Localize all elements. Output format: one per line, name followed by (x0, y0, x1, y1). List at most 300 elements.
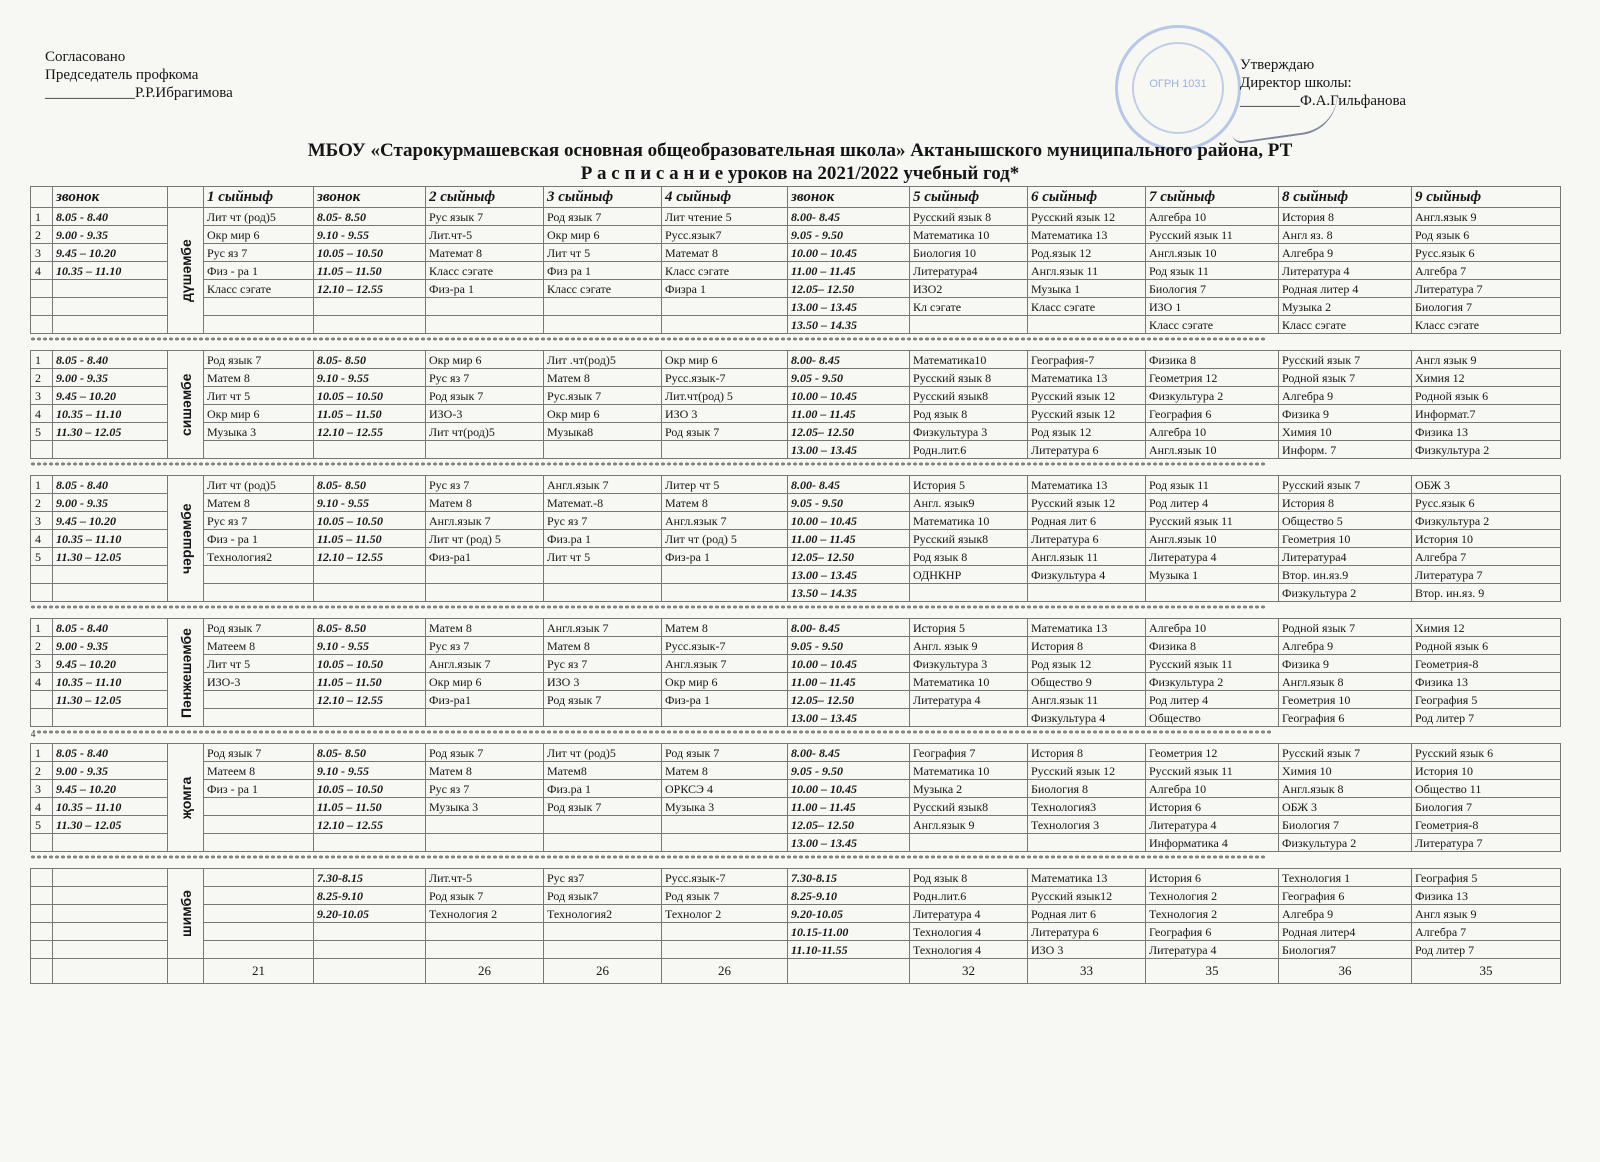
header-cell: 4 сыйныф (662, 187, 788, 208)
lesson-cell: Англ.язык 11 (1028, 691, 1146, 709)
separator-line: ************************************************************************************************************************************************************************************************************** (31, 334, 1561, 351)
lesson-cell: Математика 10 (910, 762, 1028, 780)
lesson-number: 4 (31, 673, 53, 691)
lesson-cell: География 6 (1146, 923, 1279, 941)
lesson-cell: Лит.чт-5 (426, 869, 544, 887)
table-row (31, 262, 1561, 280)
lesson-cell: Род язык 8 (910, 548, 1028, 566)
bell-time-1: 11.30 – 12.05 (53, 691, 168, 709)
lesson-cell: Род язык 7 (544, 691, 662, 709)
bell-time-cell: 10.00 – 10.45 (788, 387, 910, 405)
lesson-cell (204, 869, 314, 887)
lesson-cell: Алгебра 7 (1412, 262, 1561, 280)
bell-time-cell (314, 941, 426, 959)
lesson-cell: Технология2 (204, 548, 314, 566)
lesson-cell: Матем 8 (662, 762, 788, 780)
bell-time-cell: 11.00 – 11.45 (788, 673, 910, 691)
lesson-cell (544, 834, 662, 852)
table-row (31, 941, 1561, 959)
lesson-cell: Математика 13 (1028, 869, 1146, 887)
table-row (31, 280, 1561, 298)
header-cell: 2 сыйныф (426, 187, 544, 208)
lesson-cell (426, 566, 544, 584)
lesson-cell: Матем 8 (662, 619, 788, 637)
bell-time-cell: 9.10 - 9.55 (314, 762, 426, 780)
bell-time-1: 10.35 – 11.10 (53, 673, 168, 691)
header-cell (168, 187, 204, 208)
lesson-cell: Химия 10 (1279, 423, 1412, 441)
lesson-cell: Математика 13 (1028, 476, 1146, 494)
lesson-cell: Математика 13 (1028, 226, 1146, 244)
bell-time-1: 8.05 - 8.40 (53, 619, 168, 637)
bell-time-cell: 11.00 – 11.45 (788, 405, 910, 423)
table-row (31, 208, 1561, 226)
lesson-cell: Физкультура 2 (1146, 387, 1279, 405)
bell-time-cell: 8.05- 8.50 (314, 619, 426, 637)
lesson-number (31, 834, 53, 852)
lesson-cell: Русский язык 8 (910, 208, 1028, 226)
total-count: 32 (910, 959, 1028, 984)
lesson-cell: Кл сэгате (910, 298, 1028, 316)
table-row (31, 709, 1561, 727)
table-row (31, 762, 1561, 780)
lesson-cell: Рус яз 7 (426, 476, 544, 494)
lesson-cell: Лит чт (род) 5 (426, 530, 544, 548)
lesson-number: 5 (31, 816, 53, 834)
bell-time-1 (53, 905, 168, 923)
bell-time-cell: 11.10-11.55 (788, 941, 910, 959)
lesson-cell: Матеем 8 (204, 637, 314, 655)
lesson-cell: Математ 8 (426, 244, 544, 262)
lesson-cell: Литература 6 (1028, 923, 1146, 941)
bell-time-cell (314, 298, 426, 316)
lesson-cell: Лит чт (род)5 (544, 744, 662, 762)
lesson-cell (426, 584, 544, 602)
lesson-cell: Род язык 12 (1028, 655, 1146, 673)
bell-time-1: 11.30 – 12.05 (53, 423, 168, 441)
separator-line: ************************************************************************************************************************************************************************************************************** (31, 602, 1561, 619)
table-header-row (31, 187, 1561, 208)
total-count: 21 (204, 959, 314, 984)
lesson-cell: ИЗО-3 (426, 405, 544, 423)
table-row (31, 298, 1561, 316)
lesson-cell: Англ.язык 11 (1028, 548, 1146, 566)
lesson-cell: Англ.язык 9 (910, 816, 1028, 834)
lesson-cell: Музыка 1 (1028, 280, 1146, 298)
bell-time-1 (53, 869, 168, 887)
lesson-cell: Химия 12 (1412, 619, 1561, 637)
header-cell: 7 сыйныф (1146, 187, 1279, 208)
lesson-cell: Втор. ин.яз. 9 (1412, 584, 1561, 602)
lesson-cell (426, 816, 544, 834)
lesson-cell: География 7 (910, 744, 1028, 762)
lesson-cell: Русс.язык 6 (1412, 244, 1561, 262)
lesson-cell: Технология 2 (426, 905, 544, 923)
lesson-cell: Информатика 4 (1146, 834, 1279, 852)
total-count: 26 (544, 959, 662, 984)
lesson-cell (204, 298, 314, 316)
lesson-cell: Русский язык8 (910, 387, 1028, 405)
lesson-cell: Русский язык8 (910, 798, 1028, 816)
bell-time-cell (314, 923, 426, 941)
lesson-cell: Алгебра 10 (1146, 423, 1279, 441)
total-count: 26 (662, 959, 788, 984)
day-label: сишәмбе (168, 351, 204, 459)
lesson-cell: Рус яз 7 (204, 512, 314, 530)
lesson-cell: Геометрия 10 (1279, 691, 1412, 709)
lesson-cell: Биология7 (1279, 941, 1412, 959)
lesson-cell: Русский язык 12 (1028, 494, 1146, 512)
lesson-cell (662, 566, 788, 584)
lesson-cell: Род.язык 12 (1028, 244, 1146, 262)
lesson-cell: Матем 8 (426, 494, 544, 512)
lesson-cell (662, 709, 788, 727)
lesson-cell: Матеем 8 (204, 762, 314, 780)
bell-time-cell: 10.00 – 10.45 (788, 780, 910, 798)
lesson-number (31, 709, 53, 727)
lesson-cell (426, 709, 544, 727)
lesson-cell: Англ язык 9 (1412, 351, 1561, 369)
table-row (31, 905, 1561, 923)
lesson-cell: Род язык 11 (1146, 262, 1279, 280)
lesson-cell: Физ - ра 1 (204, 530, 314, 548)
lesson-cell: Окр мир 6 (204, 226, 314, 244)
lesson-cell: География 6 (1146, 405, 1279, 423)
lesson-cell: Физ-ра1 (426, 548, 544, 566)
bell-time-cell: 12.10 – 12.55 (314, 691, 426, 709)
bell-time-cell: 11.05 – 11.50 (314, 673, 426, 691)
total-count (788, 959, 910, 984)
lesson-cell: География 6 (1279, 887, 1412, 905)
lesson-cell: Род язык 8 (910, 405, 1028, 423)
lesson-cell: Англ.язык 8 (1279, 780, 1412, 798)
lesson-cell: ОРКСЭ 4 (662, 780, 788, 798)
lesson-cell: Рус яз 7 (426, 780, 544, 798)
lesson-cell: Род язык 8 (910, 869, 1028, 887)
lesson-number: 2 (31, 494, 53, 512)
lesson-cell: Физика 13 (1412, 887, 1561, 905)
lesson-cell: Окр мир 6 (426, 673, 544, 691)
bell-time-cell (314, 584, 426, 602)
bell-time-cell: 7.30-8.15 (314, 869, 426, 887)
lesson-cell: Геометрия-8 (1412, 655, 1561, 673)
lesson-number: 4 (31, 405, 53, 423)
lesson-cell (662, 316, 788, 334)
lesson-number (31, 441, 53, 459)
lesson-cell: История 5 (910, 619, 1028, 637)
lesson-cell: Физика 8 (1146, 637, 1279, 655)
lesson-number: 2 (31, 762, 53, 780)
lesson-cell: Втор. ин.яз.9 (1279, 566, 1412, 584)
bell-time-cell: 9.10 - 9.55 (314, 369, 426, 387)
lesson-cell: Окр мир 6 (426, 351, 544, 369)
separator-row (31, 852, 1561, 869)
lesson-cell: Литература 7 (1412, 280, 1561, 298)
lesson-number (31, 869, 53, 887)
day-label: җомга (168, 744, 204, 852)
lesson-cell: Биология 7 (1412, 798, 1561, 816)
lesson-cell (544, 941, 662, 959)
lesson-cell: Окр мир 6 (544, 226, 662, 244)
lesson-number: 4 (31, 262, 53, 280)
lesson-cell: Технология 2 (1146, 905, 1279, 923)
lesson-cell: Русский язык 7 (1279, 744, 1412, 762)
table-row (31, 244, 1561, 262)
lesson-cell: Англ.язык 10 (1146, 244, 1279, 262)
lesson-cell: Англ.язык 7 (426, 655, 544, 673)
bell-time-cell: 12.10 – 12.55 (314, 423, 426, 441)
header-cell: звонок (314, 187, 426, 208)
lesson-number: 1 (31, 208, 53, 226)
lesson-cell: Родная лит 6 (1028, 905, 1146, 923)
lesson-cell (1028, 584, 1146, 602)
lesson-cell: Геометрия-8 (1412, 816, 1561, 834)
lesson-cell: Русский язык 7 (1279, 476, 1412, 494)
page-subtitle: Р а с п и с а н и е уроков на 2021/2022 учебный год* (580, 163, 1020, 184)
lesson-cell: Общество (1146, 709, 1279, 727)
lesson-cell: Физ-ра 1 (662, 548, 788, 566)
lesson-cell (910, 584, 1028, 602)
lesson-cell: Лит чт 5 (544, 244, 662, 262)
lesson-cell (544, 816, 662, 834)
total-count: 33 (1028, 959, 1146, 984)
bell-time-cell: 12.05– 12.50 (788, 280, 910, 298)
bell-time-cell: 10.05 – 10.50 (314, 655, 426, 673)
day-label: Пәнжешәмбе (168, 619, 204, 727)
lesson-cell (544, 584, 662, 602)
lesson-cell (204, 834, 314, 852)
lesson-number (31, 298, 53, 316)
bell-time-cell: 13.50 – 14.35 (788, 584, 910, 602)
lesson-cell: Технология2 (544, 905, 662, 923)
bell-time-1 (53, 941, 168, 959)
separator-line: ************************************************************************************************************************************************************************************************************** (31, 852, 1561, 869)
lesson-cell: Матем 8 (544, 637, 662, 655)
lesson-cell: Информ. 7 (1279, 441, 1412, 459)
lesson-cell: Математика 13 (1028, 369, 1146, 387)
lesson-cell: Математика 13 (1028, 619, 1146, 637)
lesson-cell: Биология 8 (1028, 780, 1146, 798)
lesson-cell: Род литер 7 (1412, 709, 1561, 727)
lesson-number: 3 (31, 655, 53, 673)
table-row (31, 816, 1561, 834)
lesson-cell: ОБЖ 3 (1279, 798, 1412, 816)
lesson-cell: ИЗО 3 (662, 405, 788, 423)
bell-time-1 (53, 923, 168, 941)
bell-time-cell (314, 834, 426, 852)
lesson-cell: Лит.чт-5 (426, 226, 544, 244)
lesson-cell: Музыка 3 (662, 798, 788, 816)
lesson-cell: Род язык 7 (426, 387, 544, 405)
lesson-cell: Химия 10 (1279, 762, 1412, 780)
lesson-cell: Матем 8 (662, 494, 788, 512)
lesson-cell (544, 709, 662, 727)
lesson-cell: Русс.язык7 (662, 226, 788, 244)
lesson-number: 2 (31, 637, 53, 655)
lesson-cell: Физкультура 2 (1279, 834, 1412, 852)
lesson-cell: Общество 5 (1279, 512, 1412, 530)
lesson-cell: История 8 (1279, 494, 1412, 512)
lesson-cell: Род язык 11 (1146, 476, 1279, 494)
lesson-cell: ИЗО 3 (1028, 941, 1146, 959)
lesson-cell: Окр мир 6 (662, 673, 788, 691)
lesson-number (31, 923, 53, 941)
lesson-cell: Технология 3 (1028, 816, 1146, 834)
lesson-cell: Технология 1 (1279, 869, 1412, 887)
day-label: чәршәмбе (168, 476, 204, 602)
totals-row (31, 959, 1561, 984)
lesson-cell (204, 798, 314, 816)
page-title: МБОУ «Старокурмашевская основная общеобразовательная школа» Актанышского муниципального района, РТ (307, 140, 1293, 161)
approved-label: Утверждаю (1240, 57, 1315, 73)
lesson-cell: Рус яз 7 (544, 655, 662, 673)
lesson-cell (204, 923, 314, 941)
separator-row (31, 727, 1561, 744)
lesson-cell: Окр мир 6 (204, 405, 314, 423)
bell-time-cell: 9.05 - 9.50 (788, 762, 910, 780)
lesson-cell: Физ.ра 1 (544, 780, 662, 798)
table-row (31, 226, 1561, 244)
bell-time-1 (53, 441, 168, 459)
header-cell: 6 сыйныф (1028, 187, 1146, 208)
lesson-cell: Класс сэгате (426, 262, 544, 280)
lesson-cell: Лит чт (род) 5 (662, 530, 788, 548)
bell-time-cell: 11.00 – 11.45 (788, 530, 910, 548)
lesson-cell: Англ яз. 8 (1279, 226, 1412, 244)
lesson-number (31, 316, 53, 334)
separator-row (31, 459, 1561, 476)
bell-time-cell: 12.05– 12.50 (788, 548, 910, 566)
lesson-cell (204, 441, 314, 459)
table-row (31, 923, 1561, 941)
lesson-cell: Русский язык8 (910, 530, 1028, 548)
lesson-cell: Биология 7 (1412, 298, 1561, 316)
bell-time-cell: 10.00 – 10.45 (788, 512, 910, 530)
lesson-cell (662, 941, 788, 959)
lesson-cell: Лит.чт(род) 5 (662, 387, 788, 405)
lesson-cell: ИЗО 3 (544, 673, 662, 691)
lesson-number (31, 584, 53, 602)
header-cell: 3 сыйныф (544, 187, 662, 208)
director-signature-line: ________Ф.А.Гильфанова (1240, 93, 1407, 109)
lesson-cell: Математ 8 (662, 244, 788, 262)
bell-time-cell: 10.05 – 10.50 (314, 244, 426, 262)
lesson-cell: Класс сэгате (1412, 316, 1561, 334)
director-label: Директор школы: (1240, 75, 1352, 91)
table-row (31, 798, 1561, 816)
header-cell: звонок (53, 187, 168, 208)
lesson-cell (204, 941, 314, 959)
lesson-number: 2 (31, 369, 53, 387)
lesson-cell: Геометрия 12 (1146, 369, 1279, 387)
table-row (31, 619, 1561, 637)
lesson-cell: Рус язык 7 (426, 208, 544, 226)
lesson-cell: Класс сэгате (1279, 316, 1412, 334)
bell-time-cell: 9.10 - 9.55 (314, 494, 426, 512)
bell-time-cell: 10.05 – 10.50 (314, 512, 426, 530)
bell-time-1 (53, 709, 168, 727)
lesson-cell: История 6 (1146, 869, 1279, 887)
lesson-cell: Математ.-8 (544, 494, 662, 512)
lesson-cell: История 5 (910, 476, 1028, 494)
lesson-cell: Физкультура 2 (1146, 673, 1279, 691)
table-row (31, 780, 1561, 798)
lesson-number (31, 905, 53, 923)
school-stamp (1115, 25, 1241, 151)
lesson-cell: Русский язык 11 (1146, 226, 1279, 244)
lesson-cell: Матем 8 (204, 369, 314, 387)
union-chair-signature: ____________Р.Р.Ибрагимова (45, 85, 233, 101)
lesson-cell: Технолог 2 (662, 905, 788, 923)
bell-time-cell: 13.00 – 13.45 (788, 441, 910, 459)
table-row (31, 566, 1561, 584)
bell-time-cell: 9.10 - 9.55 (314, 226, 426, 244)
lesson-cell: Литература 4 (910, 905, 1028, 923)
bell-time-cell: 10.05 – 10.50 (314, 780, 426, 798)
lesson-cell (204, 816, 314, 834)
lesson-cell: Физ ра 1 (544, 262, 662, 280)
lesson-cell: Алгебра 10 (1146, 780, 1279, 798)
lesson-cell: География 6 (1279, 709, 1412, 727)
lesson-cell: Музыка 3 (204, 423, 314, 441)
lesson-cell: Литература 7 (1412, 834, 1561, 852)
lesson-cell (544, 298, 662, 316)
lesson-cell: Родн.лит.6 (910, 887, 1028, 905)
lesson-cell: ИЗО-3 (204, 673, 314, 691)
agreed-label: Согласовано (45, 49, 126, 65)
schedule-table (30, 186, 1561, 984)
bell-time-1: 8.05 - 8.40 (53, 208, 168, 226)
lesson-cell: Рус яз7 (544, 869, 662, 887)
lesson-cell: Лит чтение 5 (662, 208, 788, 226)
bell-time-1 (53, 584, 168, 602)
union-chair-label: Председатель профкома (45, 67, 199, 83)
lesson-cell: Родной язык 7 (1279, 619, 1412, 637)
lesson-cell: Музыка 1 (1146, 566, 1279, 584)
lesson-cell: Физ-ра 1 (662, 691, 788, 709)
lesson-cell: Лит чт (род)5 (204, 476, 314, 494)
lesson-number (31, 566, 53, 584)
lesson-cell: Род язык 7 (426, 887, 544, 905)
lesson-number: 5 (31, 548, 53, 566)
bell-time-cell: 9.20-10.05 (788, 905, 910, 923)
lesson-cell: Лит чт 5 (204, 655, 314, 673)
lesson-cell: Геометрия 10 (1279, 530, 1412, 548)
lesson-cell: Матем8 (544, 762, 662, 780)
total-count: 36 (1279, 959, 1412, 984)
lesson-cell: История 8 (1028, 637, 1146, 655)
lesson-cell: Русс.язык-7 (662, 369, 788, 387)
lesson-cell: Англ.язык 9 (1412, 208, 1561, 226)
bell-time-cell: 11.05 – 11.50 (314, 798, 426, 816)
lesson-cell: ИЗО2 (910, 280, 1028, 298)
bell-time-cell: 9.05 - 9.50 (788, 369, 910, 387)
lesson-number (31, 280, 53, 298)
header-cell: 9 сыйныф (1412, 187, 1561, 208)
lesson-cell (204, 887, 314, 905)
lesson-number: 4 (31, 530, 53, 548)
lesson-cell: Геометрия 12 (1146, 744, 1279, 762)
lesson-cell (662, 441, 788, 459)
lesson-number: 1 (31, 476, 53, 494)
lesson-cell: Физ-ра 1 (426, 280, 544, 298)
lesson-number (31, 887, 53, 905)
lesson-number: 4 (31, 798, 53, 816)
bell-time-1 (53, 280, 168, 298)
lesson-number (31, 691, 53, 709)
bell-time-cell (314, 709, 426, 727)
lesson-cell: Класс сэгате (662, 262, 788, 280)
